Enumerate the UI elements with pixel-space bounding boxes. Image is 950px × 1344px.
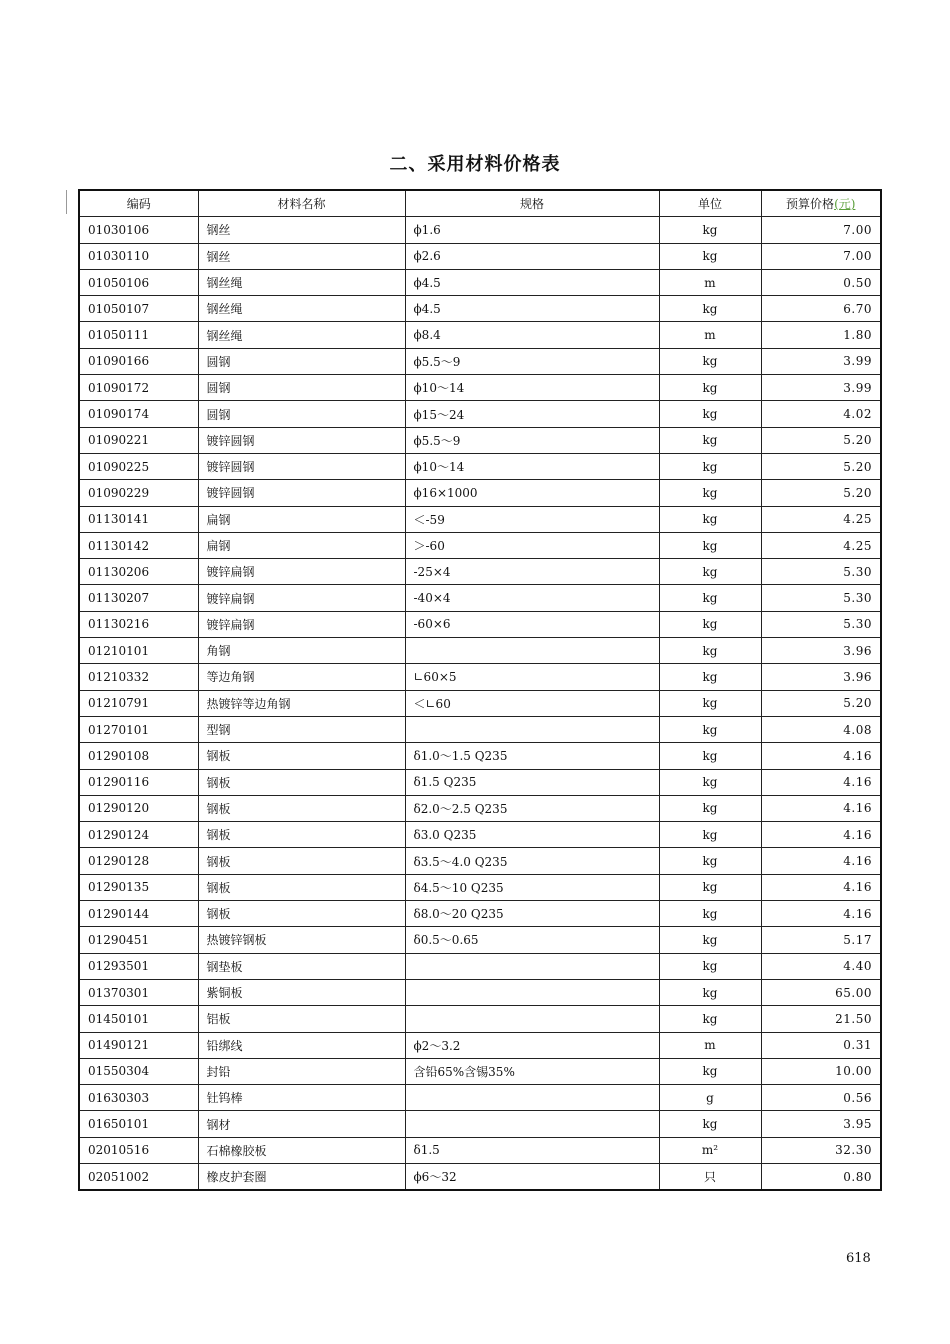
cell-name: 钢板 [198,743,405,769]
cell-code: 01130206 [79,559,198,585]
cell-code: 01290116 [79,769,198,795]
cell-name: 圆钢 [198,375,405,401]
cell-code: 01370301 [79,979,198,1005]
table-row [79,296,881,322]
cell-spec: -60×6 [405,611,659,637]
cell-unit: kg [659,532,761,558]
cell-spec: -40×4 [405,585,659,611]
cell-code: 02051002 [79,1163,198,1190]
cell-spec [405,1111,659,1137]
cell-name: 热镀锌钢板 [198,927,405,953]
cell-price: 3.99 [761,375,881,401]
cell-price: 0.31 [761,1032,881,1058]
header-unit: 单位 [659,190,761,217]
cell-name: 镀锌扁钢 [198,559,405,585]
cell-spec: ϕ16×1000 [405,480,659,506]
cell-price: 1.80 [761,322,881,348]
cell-spec [405,1085,659,1111]
cell-price: 4.16 [761,795,881,821]
table-row [79,953,881,979]
cell-code: 01090221 [79,427,198,453]
cell-unit: kg [659,874,761,900]
cell-price: 5.20 [761,453,881,479]
table-row [79,769,881,795]
cell-code: 01630303 [79,1085,198,1111]
cell-code: 01130216 [79,611,198,637]
cell-spec: ＜∟60 [405,690,659,716]
cell-code: 01090166 [79,348,198,374]
cell-code: 01130207 [79,585,198,611]
table-row [79,979,881,1005]
cell-spec: ϕ10～14 [405,453,659,479]
cell-price: 4.16 [761,822,881,848]
cell-name: 扁钢 [198,532,405,558]
cell-code: 01050111 [79,322,198,348]
table-row [79,716,881,742]
table-row [79,559,881,585]
cell-code: 01090172 [79,375,198,401]
table-header [79,190,881,217]
table-row [79,927,881,953]
material-price-table [78,189,882,1191]
cell-unit: kg [659,822,761,848]
cell-unit: kg [659,848,761,874]
cell-price: 5.20 [761,480,881,506]
cell-name: 镀锌圆钢 [198,427,405,453]
cell-price: 3.96 [761,664,881,690]
cell-unit: kg [659,348,761,374]
table-row [79,585,881,611]
cell-unit: m [659,1032,761,1058]
table-row [79,822,881,848]
table-row [79,848,881,874]
cell-name: 镀锌圆钢 [198,453,405,479]
cell-code: 01270101 [79,716,198,742]
cell-spec: ϕ10～14 [405,375,659,401]
cell-unit: kg [659,611,761,637]
cell-price: 6.70 [761,296,881,322]
cell-name: 石棉橡胶板 [198,1137,405,1163]
cell-code: 01290451 [79,927,198,953]
cell-price: 21.50 [761,1006,881,1032]
table-row [79,638,881,664]
header-price-unit: (元) [834,197,856,212]
cell-unit: kg [659,559,761,585]
header-spec: 规格 [405,190,659,217]
table-row [79,401,881,427]
cell-spec: δ1.0～1.5 Q235 [405,743,659,769]
cell-price: 4.02 [761,401,881,427]
cell-unit: kg [659,716,761,742]
cell-price: 5.20 [761,427,881,453]
cell-price: 0.80 [761,1163,881,1190]
cell-spec [405,1006,659,1032]
cell-price: 5.20 [761,690,881,716]
cell-price: 4.16 [761,848,881,874]
table-row [79,1163,881,1190]
cell-name: 等边角钢 [198,664,405,690]
table-row [79,1085,881,1111]
table-row [79,690,881,716]
cell-code: 01650101 [79,1111,198,1137]
cell-spec: ＞-60 [405,532,659,558]
cell-unit: kg [659,585,761,611]
cell-price: 0.56 [761,1085,881,1111]
cell-unit: kg [659,1111,761,1137]
cell-spec: ∟60×5 [405,664,659,690]
table-row [79,743,881,769]
cell-code: 01130142 [79,532,198,558]
cell-unit: kg [659,664,761,690]
cell-code: 01030110 [79,243,198,269]
cell-spec: δ3.0 Q235 [405,822,659,848]
cell-unit: kg [659,743,761,769]
cell-unit: kg [659,690,761,716]
cell-code: 01210791 [79,690,198,716]
cell-name: 扁钢 [198,506,405,532]
cell-name: 封铅 [198,1058,405,1084]
cell-spec [405,979,659,1005]
cell-spec: ϕ15～24 [405,401,659,427]
cell-unit: kg [659,217,761,243]
cell-price: 4.16 [761,901,881,927]
table-row [79,375,881,401]
cell-price: 3.99 [761,348,881,374]
cell-unit: kg [659,927,761,953]
cell-spec: δ0.5～0.65 [405,927,659,953]
cell-unit: kg [659,795,761,821]
table-row [79,901,881,927]
table-row [79,1032,881,1058]
cell-spec: ϕ4.5 [405,296,659,322]
table-row [79,795,881,821]
cell-spec [405,716,659,742]
table-row [79,348,881,374]
cell-spec: ϕ2.6 [405,243,659,269]
cell-price: 5.30 [761,559,881,585]
cell-name: 角钢 [198,638,405,664]
table-row [79,322,881,348]
cell-price: 7.00 [761,243,881,269]
header-name: 材料名称 [198,190,405,217]
cell-price: 4.16 [761,769,881,795]
cell-price: 4.25 [761,532,881,558]
cell-spec: 含铅65%含锡35% [405,1058,659,1084]
cell-code: 01030106 [79,217,198,243]
cell-spec [405,638,659,664]
table-row [79,1137,881,1163]
cell-unit: kg [659,453,761,479]
table-row [79,1006,881,1032]
cell-spec: δ2.0～2.5 Q235 [405,795,659,821]
cell-unit: kg [659,296,761,322]
cell-name: 钢板 [198,769,405,795]
cell-spec: -25×4 [405,559,659,585]
cell-unit: kg [659,427,761,453]
cell-name: 铝板 [198,1006,405,1032]
header-price [761,190,881,217]
cell-name: 钢板 [198,822,405,848]
table-row [79,1111,881,1137]
cell-name: 镀锌圆钢 [198,480,405,506]
cell-code: 01210332 [79,664,198,690]
header-code: 编码 [79,190,198,217]
cell-code: 01450101 [79,1006,198,1032]
cell-code: 01290135 [79,874,198,900]
cell-code: 01490121 [79,1032,198,1058]
cell-name: 热镀锌等边角钢 [198,690,405,716]
header-price-label: 预算价格 [786,197,835,212]
page-number: 618 [846,1251,871,1266]
cell-spec: ϕ6～32 [405,1163,659,1190]
cell-unit: kg [659,243,761,269]
cell-price: 0.50 [761,269,881,295]
cell-price: 5.17 [761,927,881,953]
cell-unit: kg [659,953,761,979]
cell-unit: kg [659,401,761,427]
cell-code: 01290128 [79,848,198,874]
cell-name: 钢板 [198,874,405,900]
cell-spec: ϕ1.6 [405,217,659,243]
cell-price: 4.25 [761,506,881,532]
cell-spec: ϕ5.5～9 [405,427,659,453]
header-row [79,190,881,217]
cell-price: 10.00 [761,1058,881,1084]
cell-spec: ϕ2～3.2 [405,1032,659,1058]
cell-name: 圆钢 [198,348,405,374]
cell-unit: 只 [659,1163,761,1190]
cell-code: 01050106 [79,269,198,295]
cell-code: 01210101 [79,638,198,664]
cell-name: 钢丝 [198,217,405,243]
cell-unit: kg [659,480,761,506]
cell-name: 镀锌扁钢 [198,585,405,611]
cell-name: 型钢 [198,716,405,742]
cell-code: 01293501 [79,953,198,979]
table-row [79,611,881,637]
cell-price: 65.00 [761,979,881,1005]
cell-unit: kg [659,769,761,795]
cell-name: 圆钢 [198,401,405,427]
cell-price: 4.16 [761,743,881,769]
cell-code: 01290144 [79,901,198,927]
cell-name: 钢丝绳 [198,296,405,322]
cell-price: 32.30 [761,1137,881,1163]
cell-price: 3.95 [761,1111,881,1137]
cell-name: 钢板 [198,795,405,821]
table-body [79,217,881,1190]
cell-code: 01090174 [79,401,198,427]
cell-unit: kg [659,1058,761,1084]
cell-name: 铅绑线 [198,1032,405,1058]
cell-code: 01290124 [79,822,198,848]
cell-name: 钢丝 [198,243,405,269]
cell-unit: kg [659,375,761,401]
page-title: 二、采用材料价格表 [389,154,561,175]
cell-code: 01290108 [79,743,198,769]
table-row [79,532,881,558]
table-row [79,243,881,269]
cell-unit: m [659,269,761,295]
cell-name: 钢丝绳 [198,322,405,348]
table-row [79,453,881,479]
cell-spec: δ4.5～10 Q235 [405,874,659,900]
cell-spec: ϕ5.5～9 [405,348,659,374]
cell-spec: ϕ8.4 [405,322,659,348]
cell-code: 01090225 [79,453,198,479]
cell-code: 01290120 [79,795,198,821]
table-row [79,480,881,506]
cell-code: 02010516 [79,1137,198,1163]
cell-spec: ϕ4.5 [405,269,659,295]
cell-name: 镀锌扁钢 [198,611,405,637]
table-row [79,664,881,690]
table-row [79,874,881,900]
margin-mark [66,190,67,214]
cell-spec: δ1.5 Q235 [405,769,659,795]
cell-spec: δ3.5～4.0 Q235 [405,848,659,874]
cell-spec: ＜-59 [405,506,659,532]
cell-spec [405,953,659,979]
cell-price: 4.16 [761,874,881,900]
cell-code: 01050107 [79,296,198,322]
cell-unit: kg [659,979,761,1005]
cell-price: 7.00 [761,217,881,243]
cell-price: 5.30 [761,585,881,611]
cell-name: 钍钨棒 [198,1085,405,1111]
cell-spec: δ8.0～20 Q235 [405,901,659,927]
cell-unit: m² [659,1137,761,1163]
cell-price: 4.40 [761,953,881,979]
cell-name: 钢垫板 [198,953,405,979]
cell-name: 钢材 [198,1111,405,1137]
cell-unit: m [659,322,761,348]
cell-code: 01550304 [79,1058,198,1084]
table-row [79,506,881,532]
cell-name: 钢丝绳 [198,269,405,295]
cell-name: 橡皮护套圈 [198,1163,405,1190]
cell-spec: δ1.5 [405,1137,659,1163]
cell-code: 01090229 [79,480,198,506]
table-row [79,427,881,453]
cell-price: 3.96 [761,638,881,664]
cell-unit: g [659,1085,761,1111]
cell-unit: kg [659,1006,761,1032]
cell-code: 01130141 [79,506,198,532]
cell-price: 4.08 [761,716,881,742]
cell-price: 5.30 [761,611,881,637]
table-row [79,217,881,243]
cell-name: 钢板 [198,901,405,927]
table-row [79,269,881,295]
table-row [79,1058,881,1084]
cell-name: 紫铜板 [198,979,405,1005]
cell-name: 钢板 [198,848,405,874]
cell-unit: kg [659,506,761,532]
cell-unit: kg [659,901,761,927]
cell-unit: kg [659,638,761,664]
